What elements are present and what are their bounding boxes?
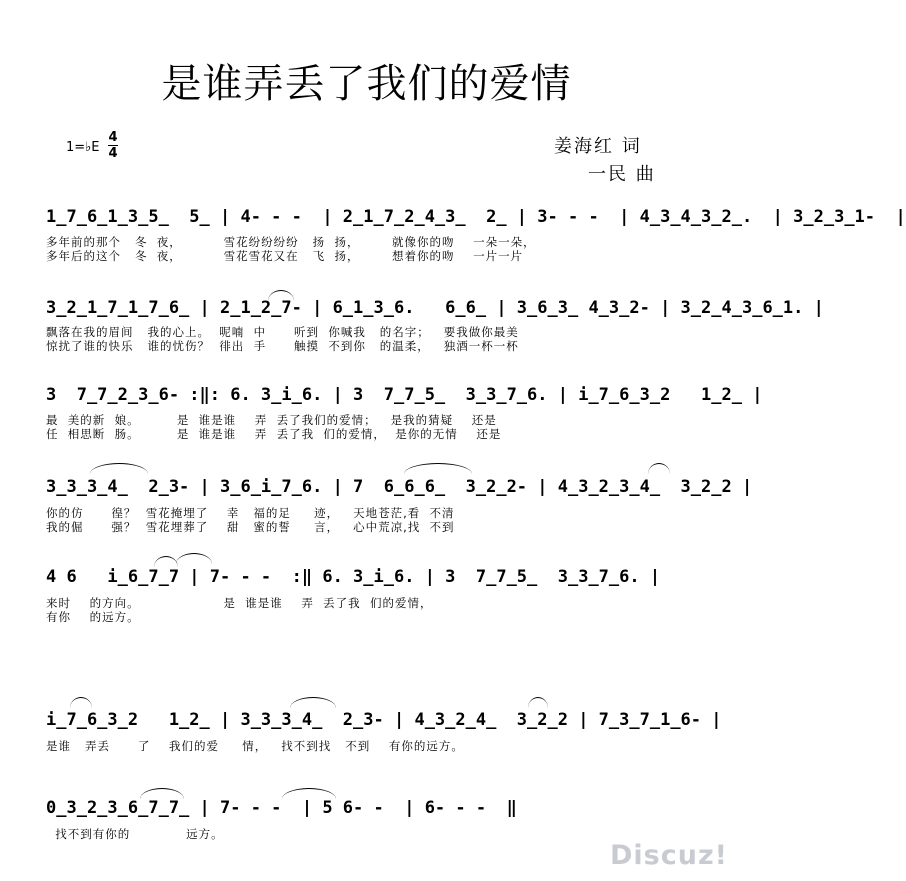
lyric-line-5-verse-1: 来时 的方向。 是 谁是谁 弄 丢了我 们的爱情， (46, 596, 433, 610)
notation-line-1: 1̲7̲6̲1̲3̲5̲ 5̲ | 4- - - | 2̲1̲7̲2̲4̲3̲ 2̲ | 3- - - | 4̲3̲4̲3̲2̲. | 3̲2̲3̲1- | (46, 207, 906, 227)
lyric-line-6: 是谁 弄丢 了 我们的爱 情， 找不到找 不到 有你的远方。 (46, 739, 464, 753)
lyric-line-7: 找不到有你的 远方。 (46, 827, 224, 841)
slur-mark (528, 697, 548, 708)
lyric-line-3-verse-2: 任 相思断 肠。 是 谁是谁 弄 丢了我 们的爱情， 是你的无情 还是 (46, 427, 502, 441)
time-top: 4 (108, 130, 118, 145)
time-bottom: 4 (108, 146, 118, 161)
lyric-line-1-verse-2: 多年后的这个 冬 夜， 雪花雪花又在 飞 扬， 想着你的吻 一片一片 (46, 249, 524, 263)
slur-mark (648, 463, 670, 474)
lyric-line-1-verse-1: 多年前的那个 冬 夜， 雪花纷纷纷纷 扬 扬， 就像你的吻 一朵一朵， (46, 235, 536, 249)
slur-mark (290, 697, 336, 708)
composer-credit: 一民 曲 (588, 164, 656, 185)
notation-line-6: i̲7̲6̲3̲2 1̲2̲ | 3̲3̲3̲4̲ 2̲3- | 4̲3̲2̲4̲ 3̲2̲2 | 7̲3̲7̲1̲6- | (46, 710, 722, 730)
song-title: 是谁弄丢了我们的爱情 (161, 61, 572, 107)
lyric-line-3-verse-1: 最 美的新 娘。 是 谁是谁 弄 丢了我们的爱情； 是我的猜疑 还是 (46, 413, 497, 427)
lyric-line-2-verse-2: 惊扰了谁的快乐 谁的忧伤？ 徘出 手 触摸 不到你 的温柔， 独酒一杯一杯 (46, 339, 519, 353)
notation-line-2: 3̲2̲1̲7̲1̲7̲6̲ | 2̲1̲2̲7- | 6̲1̲3̲6. 6̲6̲ | 3̲6̲3̲ 4̲3̲2- | 3̲2̲4̲3̲6̲1. | (46, 298, 824, 318)
slur-mark (154, 556, 178, 567)
slur-mark (90, 463, 148, 474)
lyricist-credit: 姜海红 词 (554, 136, 642, 157)
notation-line-4: 3̲3̲3̲4̲ 2̲3- | 3̲6̲i̲7̲6. | 7 6̲6̲6̲ 3̲2̲2- | 4̲3̲2̲3̲4̲ 3̲2̲2 | (46, 477, 753, 497)
notation-line-5: 4 6 i̲6̲7̲7 | 7- - - :‖ 6. 3̲i̲6. | 3 7̲7̲5̲ 3̲3̲7̲6. | (46, 567, 661, 587)
notation-line-3: 3 7̲7̲2̲3̲6- :‖: 6. 3̲i̲6. | 3 7̲7̲5̲ 3̲3̲7̲6. | i̲7̲6̲3̲2 1̲2̲ | (46, 385, 763, 405)
slur-mark (404, 463, 472, 474)
notation-line-7: 0̲3̲2̲3̲6̲7̲7̲ | 7- - - | 5 6- - | 6- - - ‖ (46, 798, 517, 818)
key-signature: 1=♭E (66, 140, 100, 155)
slur-mark (282, 788, 336, 799)
slur-mark (70, 697, 92, 708)
slur-mark (176, 553, 212, 564)
lyric-line-5-verse-2: 有你 的远方。 (46, 610, 140, 624)
slur-mark (268, 290, 294, 301)
slur-mark (140, 788, 184, 799)
lyric-line-4-verse-2: 我的倔 强？ 雪花埋葬了 甜 蜜的誓 言， 心中荒凉,找 不到 (46, 520, 455, 534)
time-signature (108, 130, 118, 161)
lyric-line-2-verse-1: 飘落在我的眉间 我的心上。 呢喃 中 听到 你喊我 的名字； 要我做你最美 (46, 325, 519, 339)
lyric-line-4-verse-1: 你的仿 徨？ 雪花掩埋了 幸 福的足 迹， 天地苍茫,看 不清 (46, 506, 455, 520)
watermark-logo: Discuz! (610, 840, 728, 871)
